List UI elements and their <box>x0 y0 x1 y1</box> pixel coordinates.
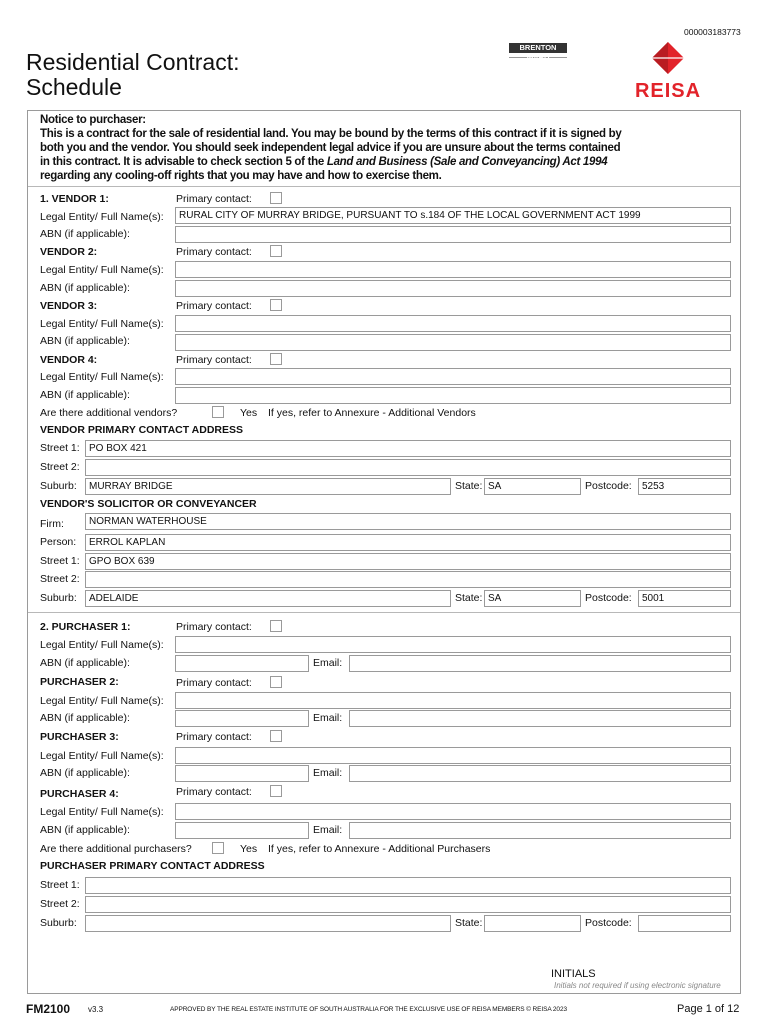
purchaser-2-abn-field[interactable] <box>175 710 309 727</box>
abn-label: ABN (if applicable): <box>40 767 130 779</box>
solicitor-firm-field[interactable]: NORMAN WATERHOUSE <box>85 513 731 530</box>
purchaser-postcode-field[interactable] <box>638 915 731 932</box>
vendor-1-entity-field[interactable]: RURAL CITY OF MURRAY BRIDGE, PURSUANT TO s.184 OF THE LOCAL GOVERNMENT ACT 1999 <box>175 207 731 224</box>
postcode-label: Postcode: <box>585 917 632 929</box>
solicitor-person-field[interactable]: ERROL KAPLAN <box>85 534 731 551</box>
approval-notice: APPROVED BY THE REAL ESTATE INSTITUTE OF SOUTH AUSTRALIA FOR THE EXCLUSIVE USE OF REISA MEMBERS © REISA 2023 <box>170 1006 567 1013</box>
notice-line-2: both you and the vendor. You should seek independent legal advice if you are unsure about the terms contained <box>40 142 621 154</box>
state-label: State: <box>455 592 483 604</box>
purchaser-3-entity-field[interactable] <box>175 747 731 764</box>
reisa-diamond-icon <box>628 40 708 76</box>
vendor-street2-field[interactable] <box>85 459 731 476</box>
state-label: State: <box>455 480 483 492</box>
abn-label: ABN (if applicable): <box>40 389 130 401</box>
suburb-label: Suburb: <box>40 480 77 492</box>
abn-label: ABN (if applicable): <box>40 282 130 294</box>
additional-purchasers-checkbox[interactable] <box>212 842 224 854</box>
purchaser-4-entity-field[interactable] <box>175 803 731 820</box>
abn-label: ABN (if applicable): <box>40 712 130 724</box>
purchaser-4-abn-field[interactable] <box>175 822 309 839</box>
yes-label: Yes <box>240 843 258 855</box>
notice-line-3a: in this contract. It is advisable to check section 5 of the <box>40 156 327 168</box>
purchaser-2-email-field[interactable] <box>349 710 731 727</box>
purchaser-4-title: PURCHASER 4: <box>40 788 119 800</box>
purchaser-1-abn-field[interactable] <box>175 655 309 672</box>
vendor-4-title: VENDOR 4: <box>40 354 98 366</box>
reisa-logo <box>628 40 708 102</box>
email-label: Email: <box>313 767 343 779</box>
abn-label: ABN (if applicable): <box>40 228 130 240</box>
purchaser-1-title: 2. PURCHASER 1: <box>40 621 131 633</box>
vendor-4-abn-field[interactable] <box>175 387 731 404</box>
notice-line-1: This is a contract for the sale of residential land. You may be bound by the terms of this contract if it is signed by <box>40 128 622 140</box>
primary-contact-label: Primary contact: <box>176 193 252 205</box>
abn-label: ABN (if applicable): <box>40 657 130 669</box>
purchaser-suburb-field[interactable] <box>85 915 451 932</box>
vendor-3-title: VENDOR 3: <box>40 300 98 312</box>
notice-act-name: Land and Business (Sale and Conveyancing) Act 1994 <box>326 156 608 168</box>
legal-entity-label: Legal Entity/ Full Name(s): <box>40 264 164 276</box>
vendor-3-primary-checkbox[interactable] <box>270 299 282 311</box>
primary-contact-label: Primary contact: <box>176 300 252 312</box>
legal-entity-label: Legal Entity/ Full Name(s): <box>40 806 164 818</box>
vendor-2-abn-field[interactable] <box>175 280 731 297</box>
notice-to-purchaser <box>40 113 735 183</box>
solicitor-heading: VENDOR'S SOLICITOR OR CONVEYANCER <box>40 498 257 510</box>
form-version: v3.3 <box>88 1005 104 1014</box>
vendor-1-primary-checkbox[interactable] <box>270 192 282 204</box>
legal-entity-label: Legal Entity/ Full Name(s): <box>40 695 164 707</box>
vendor-street1-field[interactable]: PO BOX 421 <box>85 440 731 457</box>
purchaser-4-primary-checkbox[interactable] <box>270 785 282 797</box>
vendor-2-title: VENDOR 2: <box>40 246 98 258</box>
purchaser-2-entity-field[interactable] <box>175 692 731 709</box>
suburb-label: Suburb: <box>40 592 77 604</box>
additional-vendors-note: If yes, refer to Annexure - Additional Vendors <box>268 407 476 419</box>
vendor-3-entity-field[interactable] <box>175 315 731 332</box>
primary-contact-label: Primary contact: <box>176 677 252 689</box>
initials-label: INITIALS <box>551 968 596 980</box>
solicitor-street1-field[interactable]: GPO BOX 639 <box>85 553 731 570</box>
vendor-contact-heading: VENDOR PRIMARY CONTACT ADDRESS <box>40 424 244 436</box>
title-line-1: Residential Contract: <box>26 49 240 75</box>
solicitor-postcode-field[interactable]: 5001 <box>638 590 731 607</box>
vendor-1-abn-field[interactable] <box>175 226 731 243</box>
vendor-2-primary-checkbox[interactable] <box>270 245 282 257</box>
street2-label: Street 2: <box>40 573 80 585</box>
purchaser-3-abn-field[interactable] <box>175 765 309 782</box>
purchaser-street2-field[interactable] <box>85 896 731 913</box>
agency-logo-text: BRENTON WARD <box>509 43 567 53</box>
agency-logo <box>509 43 567 63</box>
email-label: Email: <box>313 824 343 836</box>
abn-label: ABN (if applicable): <box>40 335 130 347</box>
person-label: Person: <box>40 536 77 548</box>
vendor-4-entity-field[interactable] <box>175 368 731 385</box>
purchaser-4-email-field[interactable] <box>349 822 731 839</box>
legal-entity-label: Legal Entity/ Full Name(s): <box>40 211 164 223</box>
solicitor-state-field[interactable]: SA <box>484 590 581 607</box>
vendor-postcode-field[interactable]: 5253 <box>638 478 731 495</box>
reisa-logo-text: REISA <box>634 80 702 102</box>
abn-label: ABN (if applicable): <box>40 824 130 836</box>
additional-vendors-question: Are there additional vendors? <box>40 407 178 419</box>
divider <box>28 186 740 187</box>
document-number: 000003183773 <box>684 27 741 37</box>
legal-entity-label: Legal Entity/ Full Name(s): <box>40 639 164 651</box>
purchaser-1-entity-field[interactable] <box>175 636 731 653</box>
solicitor-street2-field[interactable] <box>85 571 731 588</box>
legal-entity-label: Legal Entity/ Full Name(s): <box>40 371 164 383</box>
email-label: Email: <box>313 657 343 669</box>
postcode-label: Postcode: <box>585 480 632 492</box>
additional-purchasers-question: Are there additional purchasers? <box>40 843 192 855</box>
firm-label: Firm: <box>40 518 64 530</box>
vendor-1-title: 1. VENDOR 1: <box>40 193 109 205</box>
primary-contact-label: Primary contact: <box>176 786 252 798</box>
notice-line-3 <box>40 155 735 169</box>
vendor-3-abn-field[interactable] <box>175 334 731 351</box>
state-label: State: <box>455 917 483 929</box>
purchaser-state-field[interactable] <box>484 915 581 932</box>
street2-label: Street 2: <box>40 461 80 473</box>
initials-note: Initials not required if using electronic signature <box>554 981 721 990</box>
notice-line-4: regarding any cooling-off rights that you may have and how to exercise them. <box>40 170 442 182</box>
legal-entity-label: Legal Entity/ Full Name(s): <box>40 318 164 330</box>
purchaser-2-title: PURCHASER 2: <box>40 676 119 688</box>
solicitor-suburb-field[interactable]: ADELAIDE <box>85 590 451 607</box>
purchaser-street1-field[interactable] <box>85 877 731 894</box>
yes-label: Yes <box>240 407 258 419</box>
vendor-state-field[interactable]: SA <box>484 478 581 495</box>
title-line-2: Schedule <box>26 74 122 100</box>
page-number: Page 1 of 12 <box>677 1003 740 1015</box>
purchaser-1-email-field[interactable] <box>349 655 731 672</box>
postcode-label: Postcode: <box>585 592 632 604</box>
purchaser-2-primary-checkbox[interactable] <box>270 676 282 688</box>
vendor-4-primary-checkbox[interactable] <box>270 353 282 365</box>
purchaser-3-email-field[interactable] <box>349 765 731 782</box>
vendor-2-entity-field[interactable] <box>175 261 731 278</box>
street2-label: Street 2: <box>40 898 80 910</box>
primary-contact-label: Primary contact: <box>176 246 252 258</box>
email-label: Email: <box>313 712 343 724</box>
purchaser-contact-heading: PURCHASER PRIMARY CONTACT ADDRESS <box>40 860 265 872</box>
form-code: FM2100 <box>26 1002 71 1016</box>
divider <box>28 612 740 613</box>
street1-label: Street 1: <box>40 555 80 567</box>
street1-label: Street 1: <box>40 879 80 891</box>
primary-contact-label: Primary contact: <box>176 354 252 366</box>
suburb-label: Suburb: <box>40 917 77 929</box>
street1-label: Street 1: <box>40 442 80 454</box>
page-title <box>26 50 240 100</box>
additional-vendors-checkbox[interactable] <box>212 406 224 418</box>
purchaser-1-primary-checkbox[interactable] <box>270 620 282 632</box>
primary-contact-label: Primary contact: <box>176 731 252 743</box>
primary-contact-label: Primary contact: <box>176 621 252 633</box>
purchaser-3-primary-checkbox[interactable] <box>270 730 282 742</box>
vendor-suburb-field[interactable]: MURRAY BRIDGE <box>85 478 451 495</box>
additional-purchasers-note: If yes, refer to Annexure - Additional Purchasers <box>268 843 491 855</box>
notice-heading: Notice to purchaser: <box>40 114 146 126</box>
purchaser-3-title: PURCHASER 3: <box>40 731 119 743</box>
legal-entity-label: Legal Entity/ Full Name(s): <box>40 750 164 762</box>
